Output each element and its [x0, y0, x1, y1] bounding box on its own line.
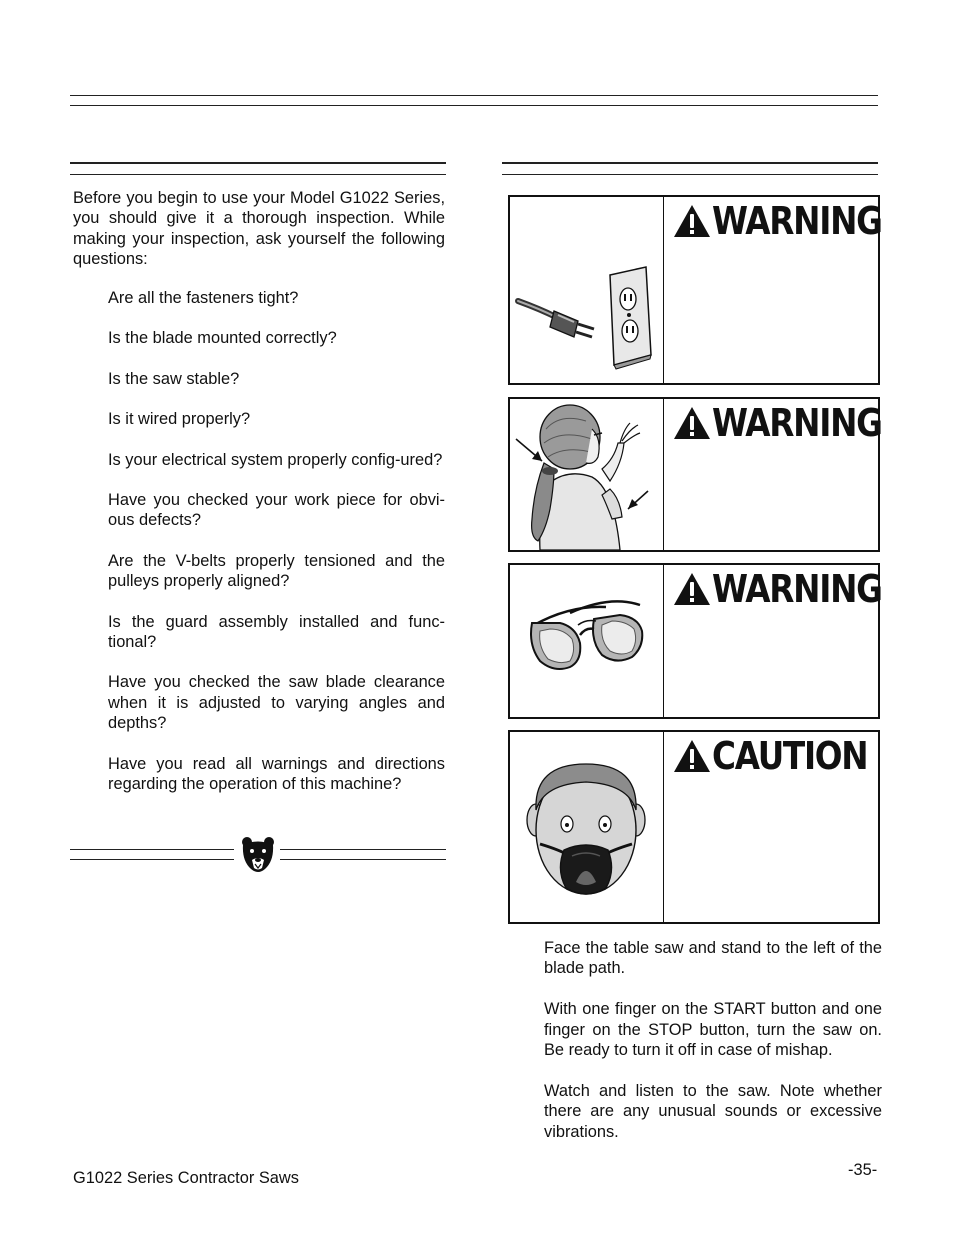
sign-text-area — [664, 732, 878, 922]
divider-line-right-top — [280, 849, 446, 850]
sign-header — [672, 736, 893, 776]
list-item: Have you checked your work piece for obvi-ous defects? — [108, 491, 445, 530]
list-item: Are the V-belts properly tensioned and the pulleys properly aligned? — [108, 551, 445, 591]
list-item: Is your electrical system properly config-ured? — [108, 450, 443, 469]
power-plug-outlet-icon — [510, 197, 663, 383]
test-run-steps — [544, 938, 882, 1163]
list-item: Watch and listen to the saw. Note whether there are any unusual sounds or excessive vibrations. — [544, 1082, 882, 1141]
bear-logo-icon — [238, 835, 278, 875]
list-item: Have you read all warnings and directions regarding the operation of this machine? — [108, 754, 445, 794]
intro-paragraph: Before you begin to use your Model G1022 Series, you should give it a thorough inspection. While making your inspection, ask yourself the following questions: — [73, 189, 445, 269]
sign-header — [672, 201, 909, 241]
sign-picture — [510, 399, 664, 550]
warning-triangle-icon — [672, 571, 712, 607]
safety-glasses-icon — [510, 565, 663, 717]
footer-manual-title: G1022 Series Contractor Saws — [73, 1169, 299, 1187]
sign-header — [672, 569, 909, 609]
header-rule-bottom — [70, 105, 878, 106]
sign-label: WARNING — [712, 401, 882, 445]
divider-line-right-bottom — [280, 859, 446, 860]
warning-triangle-icon — [672, 405, 712, 441]
right-section-rule-thin — [502, 174, 878, 175]
right-section-rule — [502, 162, 878, 164]
divider-line-left-bottom — [70, 859, 234, 860]
warning-sign-eye-protection — [508, 563, 880, 719]
left-section-rule-thin — [70, 174, 446, 175]
tied-back-hair-icon — [510, 399, 663, 550]
sign-text-area — [664, 399, 882, 550]
sign-label: CAUTION — [712, 734, 868, 778]
list-item: Is the guard assembly installed and func-tional? — [108, 612, 445, 652]
sign-picture — [510, 197, 664, 383]
sign-picture — [510, 565, 664, 717]
sign-header — [672, 403, 909, 443]
list-item: Is the saw stable? — [108, 369, 240, 388]
header-rule-top — [70, 95, 878, 96]
sign-text-area — [664, 197, 882, 383]
list-item: With one finger on the START button and one finger on the STOP button, turn the saw on. Be ready to turn it off in case of mishap. — [544, 1000, 882, 1060]
warning-sign-hair — [508, 397, 880, 552]
inspection-question-list — [108, 288, 445, 815]
page-number: -35- — [848, 1161, 878, 1179]
warning-sign-electrical — [508, 195, 880, 385]
dust-mask-icon — [510, 732, 663, 922]
warning-triangle-icon — [672, 738, 712, 774]
sign-text-area — [664, 565, 882, 717]
sign-label: WARNING — [712, 567, 882, 611]
caution-sign-dust-mask — [508, 730, 880, 924]
list-item: Is it wired properly? — [108, 410, 251, 429]
list-item: Is the blade mounted correctly? — [108, 329, 337, 348]
divider-line-left-top — [70, 849, 234, 850]
list-item: Are all the fasteners tight? — [108, 289, 299, 307]
warning-triangle-icon — [672, 203, 712, 239]
list-item: Have you checked the saw blade clearance when it is adjusted to varying angles and depths? — [108, 673, 445, 733]
left-section-rule — [70, 162, 446, 164]
list-item: Face the table saw and stand to the left of the blade path. — [544, 939, 882, 978]
sign-label: WARNING — [712, 199, 882, 243]
sign-picture — [510, 732, 664, 922]
